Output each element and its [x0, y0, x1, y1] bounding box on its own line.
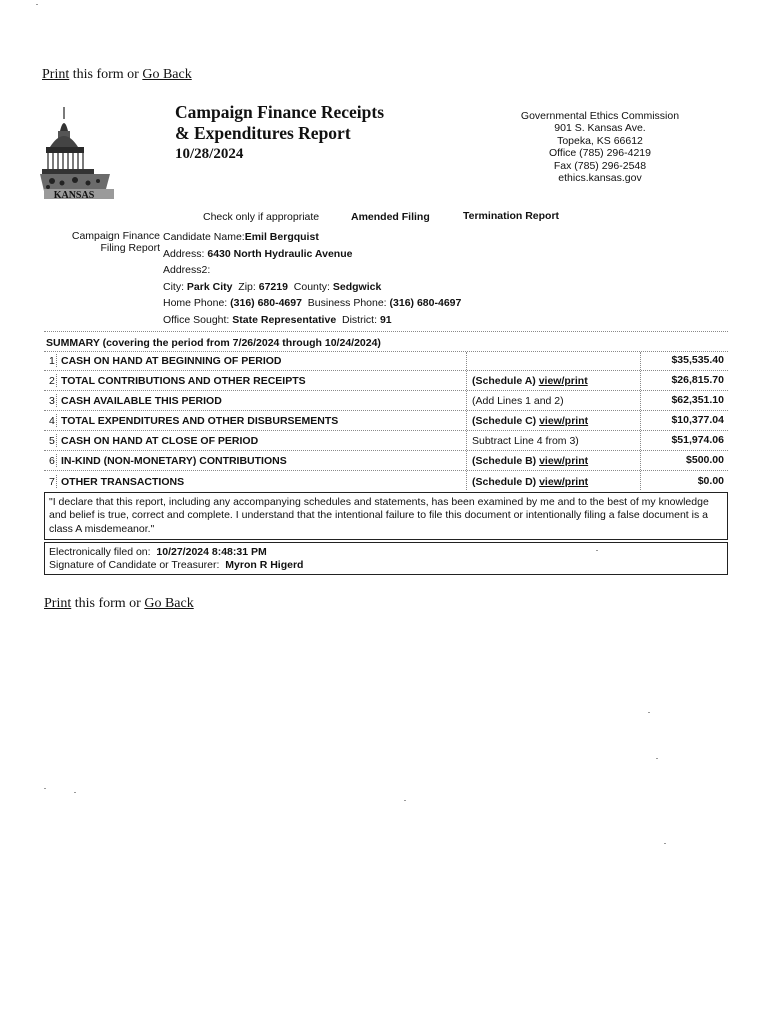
- row-amount: $10,377.04: [671, 414, 724, 426]
- declaration-box: [44, 492, 728, 540]
- row-number: 1: [49, 355, 55, 367]
- summary-row: [44, 391, 728, 410]
- row-label: CASH ON HAND AT BEGINNING OF PERIOD: [61, 355, 282, 367]
- county-value: Sedgwick: [332, 280, 382, 293]
- summary-top-rule: [44, 331, 728, 332]
- title-line-2: & Expenditures Report: [175, 123, 351, 143]
- row-number: 5: [49, 435, 55, 447]
- address2-label: Address2:: [163, 264, 211, 277]
- row-amount: $62,351.10: [671, 394, 724, 406]
- top-nav: [42, 67, 192, 83]
- go-back-link[interactable]: Go Back: [144, 596, 194, 611]
- zip-label: Zip:: [238, 280, 256, 293]
- office-sought-value: State Representative: [232, 313, 337, 326]
- capitol-building-icon: [40, 103, 126, 203]
- kansas-seal: [40, 103, 126, 203]
- summary-row: [44, 351, 728, 370]
- row-divider: [56, 394, 58, 407]
- row-schedule: [472, 435, 579, 447]
- summary-row: [44, 371, 728, 390]
- row-rule: [44, 410, 728, 411]
- summary-row: [44, 431, 728, 450]
- seal-text: KANSAS: [53, 190, 95, 201]
- agency-street: 901 S. Kansas Ave.: [554, 122, 646, 135]
- row-divider: [56, 414, 58, 427]
- schedule-b-view-print-link[interactable]: view/print: [539, 455, 589, 467]
- candidate-name-value: Emil Bergquist: [244, 231, 319, 243]
- scan-speck: [596, 550, 598, 551]
- row-schedule: [472, 415, 588, 427]
- filed-on-row: [49, 546, 723, 559]
- scan-speck: [404, 800, 406, 801]
- termination-report-option[interactable]: Termination Report: [463, 210, 560, 222]
- agency-city: Topeka, KS 66612: [557, 134, 643, 147]
- summary-row: [44, 451, 728, 470]
- row-label: CASH AVAILABLE THIS PERIOD: [61, 395, 222, 407]
- row-number: 4: [49, 415, 55, 427]
- row-number: 3: [49, 395, 55, 407]
- city-row: [163, 279, 461, 296]
- report-type: [64, 230, 160, 254]
- address-value: 6430 North Hydraulic Avenue: [207, 247, 353, 260]
- row-number: 2: [49, 375, 55, 387]
- signature-row: [49, 559, 723, 572]
- scan-speck: [664, 843, 666, 844]
- summary-row: [44, 411, 728, 430]
- row-number: 7: [49, 476, 55, 488]
- schedule-a-view-print-link[interactable]: view/print: [538, 375, 588, 387]
- candidate-name-row: [163, 229, 461, 246]
- schedule-text: (Schedule B): [472, 455, 540, 467]
- scan-speck: [656, 758, 658, 759]
- scan-speck: [648, 712, 650, 713]
- candidate-name-label: Candidate Name:: [163, 231, 245, 243]
- filed-on-value: 10/27/2024 8:48:31 PM: [156, 546, 267, 558]
- home-phone-value: (316) 680-4697: [230, 297, 302, 310]
- zip-value: 67219: [258, 280, 288, 293]
- address2-row: [163, 262, 461, 279]
- row-schedule: [472, 375, 588, 387]
- summary-heading: SUMMARY (covering the period from 7/26/2024 through 10/24/2024): [46, 337, 381, 349]
- bottom-nav: [44, 596, 194, 612]
- row-schedule: [472, 476, 588, 488]
- go-back-link[interactable]: Go Back: [142, 67, 192, 82]
- city-value: Park City: [186, 280, 233, 293]
- amended-filing-option[interactable]: Amended Filing: [351, 211, 430, 223]
- candidate-details: [163, 229, 461, 329]
- row-rule: [44, 470, 728, 471]
- row-amount: $35,535.40: [671, 354, 724, 366]
- row-rule: [44, 430, 728, 431]
- scan-speck: [36, 4, 38, 5]
- schedule-text: (Schedule C): [472, 415, 540, 427]
- report-date: 10/28/2024: [175, 146, 244, 162]
- report-title: [175, 102, 384, 165]
- business-phone-value: (316) 680-4697: [389, 297, 462, 310]
- agency-office-phone: Office (785) 296-4219: [549, 147, 651, 160]
- print-link[interactable]: Print: [44, 596, 72, 611]
- schedule-c-view-print-link[interactable]: view/print: [539, 415, 589, 427]
- print-link[interactable]: Print: [42, 67, 70, 82]
- agency-website: ethics.kansas.gov: [558, 172, 642, 185]
- title-line-1: Campaign Finance Receipts: [175, 102, 385, 122]
- agency-address: [500, 110, 700, 184]
- signature-label: Signature of Candidate or Treasurer:: [49, 559, 220, 572]
- schedule-text: (Schedule A): [472, 375, 539, 387]
- agency-fax: Fax (785) 296-2548: [553, 159, 647, 172]
- row-divider: [56, 475, 58, 488]
- row-label: TOTAL EXPENDITURES AND OTHER DISBURSEMENTS: [61, 415, 339, 427]
- declaration-text: "I declare that this report, including any accompanying schedules and statements, has been examined by me and to the best of my knowledge and belief is true, correct and complete. I understand that the intentional failure to file this document or intentionally filing a false document is a class A misdemeanor.": [49, 496, 709, 535]
- row-label: CASH ON HAND AT CLOSE OF PERIOD: [61, 435, 259, 447]
- signature-box: [44, 542, 728, 575]
- business-phone-label: Business Phone:: [307, 297, 387, 310]
- scan-speck: [74, 792, 76, 793]
- district-value: 91: [379, 313, 392, 326]
- row-amount: $26,815.70: [671, 374, 724, 386]
- check-label: Check only if appropriate: [203, 211, 320, 223]
- column-rule: [466, 352, 467, 490]
- filed-on-label: Electronically filed on:: [49, 546, 151, 558]
- office-sought-label: Office Sought:: [163, 313, 230, 326]
- report-type-line-1: Campaign Finance: [71, 230, 160, 242]
- agency-name: Governmental Ethics Commission: [520, 110, 680, 122]
- row-amount: $500.00: [686, 454, 724, 466]
- nav-text: this form or: [69, 67, 143, 82]
- row-amount: $51,974.06: [671, 434, 724, 446]
- row-divider: [56, 374, 58, 387]
- row-schedule: [472, 455, 588, 467]
- schedule-text: (Add Lines 1 and 2): [472, 395, 564, 407]
- row-amount: $0.00: [697, 475, 724, 487]
- phone-row: [163, 295, 461, 312]
- row-label: OTHER TRANSACTIONS: [61, 476, 185, 488]
- summary-row: [44, 472, 728, 491]
- row-rule: [44, 390, 728, 391]
- address-row: [163, 246, 461, 263]
- city-label: City:: [163, 280, 184, 293]
- district-label: District:: [342, 313, 378, 326]
- row-divider: [56, 454, 58, 467]
- address-label: Address:: [163, 247, 205, 260]
- row-divider: [56, 354, 58, 367]
- scan-speck: [44, 788, 46, 789]
- home-phone-label: Home Phone:: [163, 297, 228, 310]
- row-divider: [56, 434, 58, 447]
- row-label: TOTAL CONTRIBUTIONS AND OTHER RECEIPTS: [61, 375, 306, 387]
- row-label: IN-KIND (NON-MONETARY) CONTRIBUTIONS: [61, 455, 287, 467]
- row-rule: [44, 450, 728, 451]
- report-type-line-2: Filing Report: [100, 242, 160, 254]
- signature-value: Myron R Higerd: [225, 559, 304, 572]
- column-rule: [640, 352, 641, 490]
- nav-text: this form or: [71, 596, 145, 611]
- row-number: 6: [49, 455, 55, 467]
- office-row: [163, 312, 461, 329]
- schedule-d-view-print-link[interactable]: view/print: [539, 476, 589, 488]
- row-schedule: [472, 395, 564, 407]
- schedule-text: Subtract Line 4 from 3): [472, 435, 579, 447]
- row-rule: [44, 370, 728, 371]
- schedule-text: (Schedule D): [472, 476, 540, 488]
- county-label: County:: [293, 280, 330, 293]
